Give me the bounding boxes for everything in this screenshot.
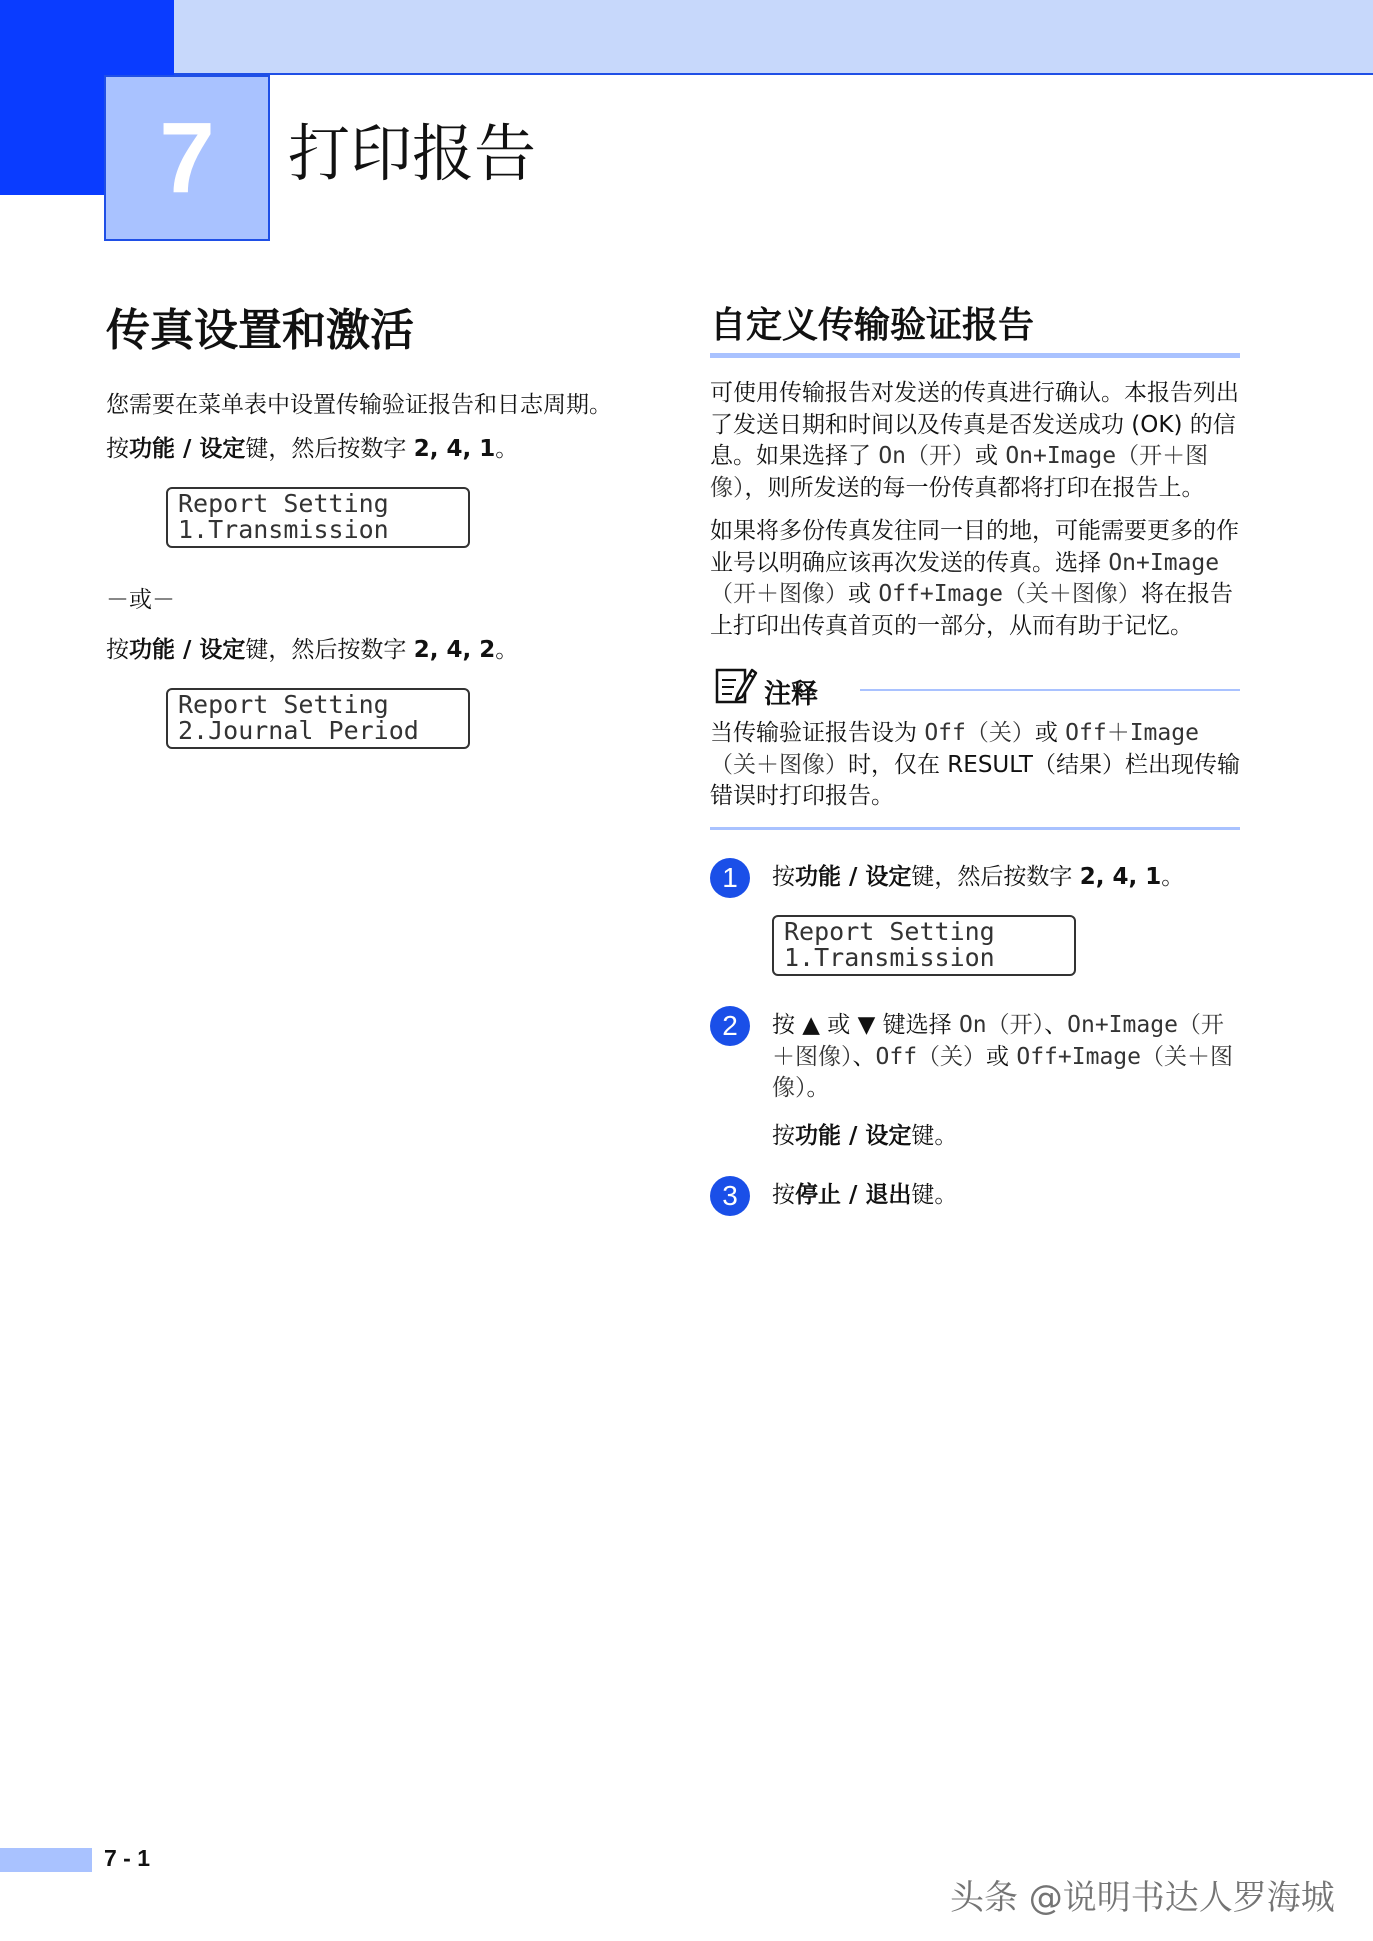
chapter-number: 7 — [159, 102, 215, 214]
option-on-image: On+Image（开＋图像） — [710, 443, 1209, 501]
step-2-confirm — [772, 1117, 1240, 1153]
intro-paragraph: 您需要在菜单表中设置传输验证报告和日志周期。 — [106, 392, 612, 418]
right-column — [710, 303, 1240, 1212]
lcd-display-journal — [166, 688, 470, 749]
step-text: 按 — [772, 1122, 795, 1149]
instruction-text: 键，然后按数字 — [245, 436, 414, 462]
paragraph-text: 或 — [975, 443, 1006, 469]
lcd-line-2: 1.Transmission — [178, 515, 389, 544]
option-off-image: Off+Image（关＋图像） — [878, 581, 1141, 607]
step-2-instruction — [772, 1006, 1240, 1105]
option-on: On（开） — [878, 443, 976, 469]
option-off-image: Off+Image（关＋图像） — [772, 1043, 1233, 1101]
step-text: 键，然后按数字 — [911, 863, 1080, 890]
lcd-line-2: 1.Transmission — [784, 943, 995, 972]
paragraph-text: 如果将多份传真发往同一目的地，可能需要更多的作业号以明确应该再次发送的传真。选择 — [710, 518, 1239, 576]
step-text: 、 — [852, 1043, 876, 1070]
key-name: 功能 / 设定 — [795, 863, 912, 890]
instruction-text: 键，然后按数字 — [245, 637, 414, 663]
instruction-transmission — [106, 433, 646, 465]
paragraph-text: 将在报告上打印出传真首页的一部分，从而有助于记忆。 — [710, 581, 1233, 639]
paragraph-text: ，则所发送的每一份传真都将打印在报告上。 — [744, 474, 1205, 501]
instruction-text: 。 — [495, 436, 519, 462]
note-body — [710, 718, 1240, 830]
key-name: 功能 / 设定 — [129, 436, 246, 462]
option-on-image: On+Image（开＋图像） — [772, 1012, 1224, 1070]
step-text: 。 — [806, 1075, 830, 1101]
step-text: 键。 — [911, 1122, 958, 1149]
option-on-image: On+Image（开＋图像） — [710, 549, 1220, 607]
step-2 — [710, 1006, 1240, 1152]
note-divider — [860, 689, 1240, 691]
key-digits: 2, 4, 1 — [1079, 863, 1162, 890]
chapter-title: 打印报告 — [288, 117, 537, 190]
lcd-display-transmission — [166, 487, 470, 548]
lcd-line-2: 2.Journal Period — [178, 716, 419, 745]
watermark-text: 头条 @说明书达人罗海城 — [950, 1878, 1335, 1918]
note-header — [710, 664, 1240, 710]
or-separator: －或－ — [106, 587, 175, 613]
option-off: Off（关） — [875, 1043, 987, 1070]
key-name: 功能 / 设定 — [795, 1122, 912, 1149]
lcd-line-1: Report Setting — [178, 489, 389, 518]
step-1 — [710, 858, 1240, 977]
paragraph-multiple-faxes — [710, 516, 1240, 642]
chapter-number-box — [104, 75, 270, 241]
step-number-badge: 2 — [710, 1006, 750, 1046]
section-heading-custom-report: 自定义传输验证报告 — [710, 303, 1240, 358]
paragraph-text: 或 — [848, 581, 879, 607]
step-number-badge: 1 — [710, 858, 750, 898]
key-name: 功能 / 设定 — [129, 637, 246, 663]
step-text: 或 — [986, 1043, 1017, 1070]
instruction-text: 。 — [495, 637, 519, 663]
lcd-display-transmission — [772, 915, 1076, 976]
section-heading-fax-settings: 传真设置和激活 — [106, 305, 414, 356]
note-pencil-icon — [714, 664, 758, 710]
instruction-text: 按 — [106, 637, 129, 663]
option-on: On（开） — [958, 1012, 1045, 1038]
paragraph-text: 可使用传输报告对发送的传真进行确认。本报告列出了发送日期和时间以及传真是否发送成功 (OK) 的信息。如果选择了 — [710, 380, 1239, 469]
instruction-text: 按 — [106, 436, 129, 462]
lcd-line-1: Report Setting — [178, 690, 389, 719]
paragraph-report-intro — [710, 378, 1240, 504]
lcd-line-1: Report Setting — [784, 917, 995, 946]
step-text: 按 — [772, 1182, 795, 1208]
footer-accent-bar — [0, 1848, 92, 1872]
note-text: 或 — [1034, 720, 1066, 746]
note-text: 当传输验证报告设为 — [710, 720, 925, 746]
note-title: 注释 — [764, 679, 818, 710]
page-number: 7 - 1 — [104, 1845, 151, 1871]
step-3-instruction — [772, 1176, 1240, 1212]
step-1-instruction — [772, 858, 1240, 894]
step-text: 。 — [1161, 863, 1185, 890]
key-name: 停止 / 退出 — [795, 1182, 912, 1208]
option-off-image: Off＋Image（关＋图像） — [710, 720, 1199, 778]
step-3 — [710, 1176, 1240, 1212]
left-column — [106, 303, 646, 749]
step-text: 按 ▲ 或 ▼ 键选择 — [772, 1012, 959, 1038]
key-digits: 2, 4, 2 — [413, 637, 496, 663]
instruction-journal — [106, 634, 646, 666]
step-text: 按 — [772, 863, 795, 890]
option-off: Off（关） — [924, 720, 1035, 746]
key-digits: 2, 4, 1 — [413, 436, 496, 462]
header-band — [174, 0, 1373, 75]
step-text: 键。 — [911, 1182, 958, 1208]
step-text: 、 — [1044, 1012, 1068, 1038]
note-text: 时，仅在 RESULT（结果）栏出现传输错误时打印报告。 — [710, 751, 1240, 809]
step-number-badge: 3 — [710, 1176, 750, 1216]
